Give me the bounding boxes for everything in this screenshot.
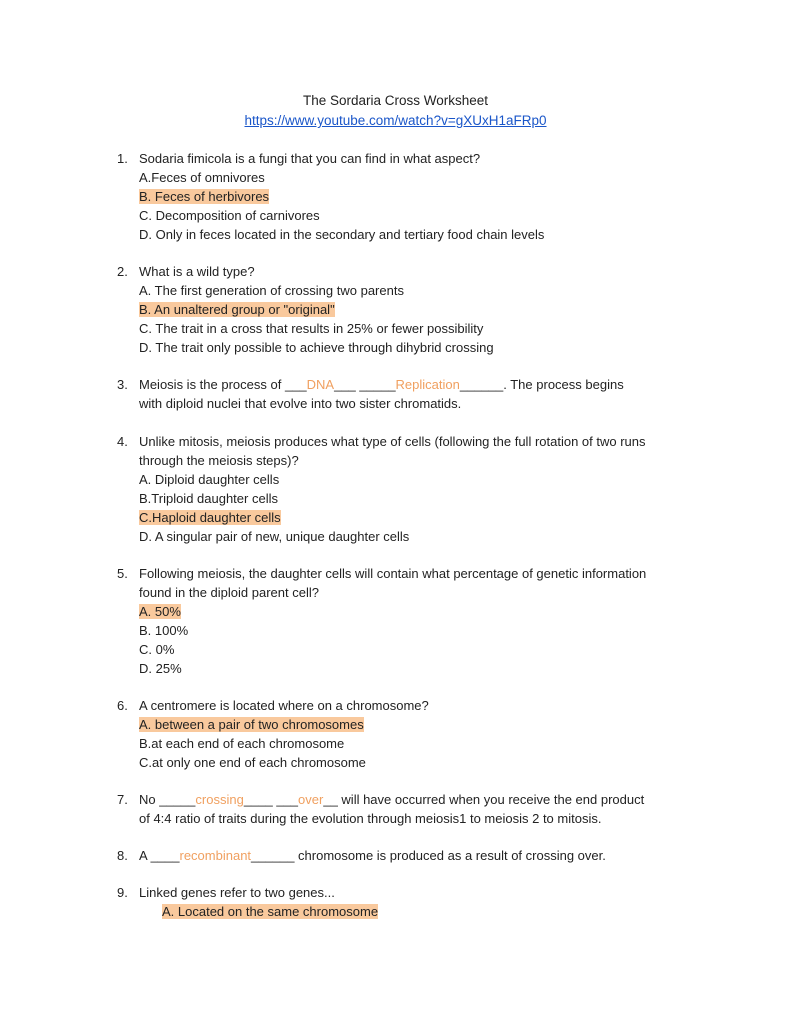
question-number: 5.	[117, 566, 128, 581]
question-6	[117, 696, 717, 772]
question-3	[117, 375, 717, 413]
option-d	[139, 338, 717, 357]
option-d	[139, 659, 717, 678]
option-b	[139, 734, 717, 753]
option-d-text: D. Only in feces located in the secondary and tertiary food chain levels	[139, 227, 545, 242]
question-7	[117, 790, 717, 828]
video-link-row	[0, 113, 791, 128]
option-a-text: A. The first generation of crossing two parents	[139, 283, 404, 298]
answer-fill: crossing	[195, 792, 244, 807]
option-a-text: A. between a pair of two chromosomes	[139, 717, 364, 732]
text-segment: ______. The process begins	[459, 377, 624, 392]
option-a-text: A. 50%	[139, 604, 181, 619]
option-d	[139, 527, 717, 546]
option-c-text: C. The trait in a cross that results in 25% or fewer possibility	[139, 321, 484, 336]
option-c	[139, 640, 717, 659]
option-a-text: A. Located on the same chromosome	[162, 904, 379, 919]
option-b-selected	[139, 187, 717, 206]
question-text: A centromere is located where on a chromosome?	[139, 698, 429, 713]
option-d-text: D. The trait only possible to achieve through dihybrid crossing	[139, 340, 494, 355]
option-c-text: C.at only one end of each chromosome	[139, 755, 366, 770]
question-text-continued: of 4:4 ratio of traits during the evolution through meiosis1 to meiosis 2 to mitosis.	[139, 811, 602, 826]
option-c	[139, 753, 717, 772]
option-a-text: A. Diploid daughter cells	[139, 472, 280, 487]
question-number: 4.	[117, 434, 128, 449]
question-text: Unlike mitosis, meiosis produces what type of cells (following the full rotation of two runs	[139, 434, 646, 449]
option-a-selected	[139, 602, 717, 621]
question-text: Following meiosis, the daughter cells will contain what percentage of genetic information	[139, 566, 647, 581]
text-segment: ___ _____	[334, 377, 396, 392]
option-b-text: B.Triploid daughter cells	[139, 491, 278, 506]
text-segment: No _____	[139, 792, 196, 807]
question-number: 6.	[117, 698, 128, 713]
option-a-selected	[139, 715, 717, 734]
question-text-continued: found in the diploid parent cell?	[139, 585, 319, 600]
question-4	[117, 432, 717, 546]
question-number: 2.	[117, 264, 128, 279]
option-d	[139, 225, 717, 244]
question-1	[117, 149, 717, 244]
answer-fill: DNA	[306, 377, 335, 392]
option-a-selected	[139, 902, 717, 921]
option-b	[139, 621, 717, 640]
question-number: 8.	[117, 848, 128, 863]
question-number: 7.	[117, 792, 128, 807]
option-c	[139, 206, 717, 225]
question-text: What is a wild type?	[139, 264, 255, 279]
text-segment: ____ ___	[243, 792, 299, 807]
question-text-continued: with diploid nuclei that evolve into two sister chromatids.	[139, 396, 462, 411]
option-d-text: D. A singular pair of new, unique daughter cells	[139, 529, 410, 544]
option-c-text: C. 0%	[139, 642, 175, 657]
question-text	[139, 375, 717, 394]
question-text	[139, 846, 717, 865]
question-2	[117, 262, 717, 357]
option-a	[139, 470, 717, 489]
answer-fill: recombinant	[179, 848, 252, 863]
option-c-selected	[139, 508, 717, 527]
document-title: The Sordaria Cross Worksheet	[302, 93, 489, 108]
question-5	[117, 564, 717, 678]
question-text	[139, 790, 717, 809]
text-segment: Meiosis is the process of ___	[139, 377, 307, 392]
option-b	[139, 489, 717, 508]
option-a-text: A.Feces of omnivores	[139, 170, 265, 185]
option-d-text: D. 25%	[139, 661, 182, 676]
option-a	[139, 281, 717, 300]
option-b-text: B. Feces of herbivores	[139, 189, 270, 204]
question-number: 3.	[117, 377, 128, 392]
option-a	[139, 168, 717, 187]
question-9	[117, 883, 717, 921]
question-number: 1.	[117, 151, 128, 166]
option-b-text: B.at each end of each chromosome	[139, 736, 345, 751]
option-c-text: C.Haploid daughter cells	[139, 510, 281, 525]
answer-fill: Replication	[395, 377, 460, 392]
text-segment: ______ chromosome is produced as a result of crossing over.	[251, 848, 606, 863]
option-b-selected	[139, 300, 717, 319]
option-c	[139, 319, 717, 338]
answer-fill: over	[298, 792, 324, 807]
option-b-text: B. 100%	[139, 623, 189, 638]
text-segment: A ____	[139, 848, 180, 863]
question-text: Sodaria fimicola is a fungi that you can find in what aspect?	[139, 151, 481, 166]
question-text-continued: through the meiosis steps)?	[139, 453, 299, 468]
question-text: Linked genes refer to two genes...	[139, 885, 335, 900]
option-c-text: C. Decomposition of carnivores	[139, 208, 320, 223]
option-b-text: B. An unaltered group or "original"	[139, 302, 335, 317]
text-segment: __ will have occurred when you receive the end product	[323, 792, 645, 807]
video-link[interactable]: https://www.youtube.com/watch?v=gXUxH1aFRp0	[244, 113, 547, 128]
question-8	[117, 846, 717, 865]
question-number: 9.	[117, 885, 128, 900]
